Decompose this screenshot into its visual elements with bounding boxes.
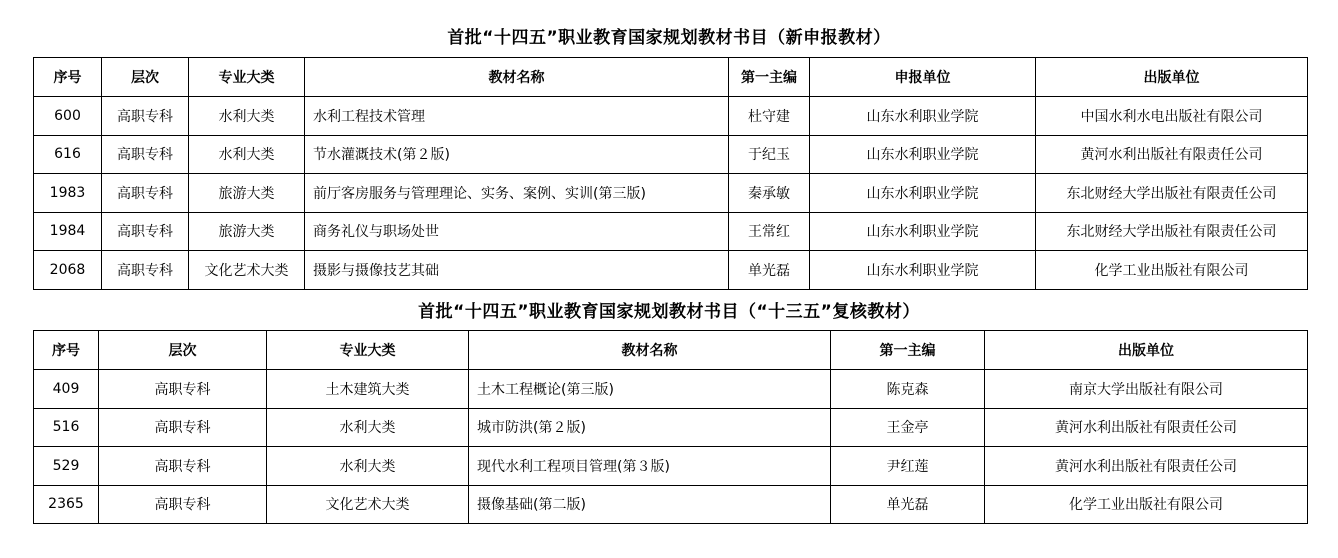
table-row	[34, 447, 1308, 486]
cell-publisher: 东北财经大学出版社有限责任公司	[1036, 212, 1308, 251]
column-header: 第一主编	[831, 331, 985, 370]
cell-textbook-name: 商务礼仪与职场处世	[305, 212, 729, 251]
cell-chief-editor: 单光磊	[831, 485, 985, 524]
cell-textbook-name: 摄影与摄像技艺其础	[305, 251, 729, 290]
column-header: 教材名称	[305, 58, 729, 97]
cell-textbook-name: 摄像基础(第二版)	[469, 485, 831, 524]
column-header: 第一主编	[729, 58, 810, 97]
cell-category: 水利大类	[189, 135, 305, 174]
cell-textbook-name: 城市防洪(第２版)	[469, 408, 831, 447]
cell-level: 高职专科	[102, 212, 189, 251]
cell-number: 529	[34, 447, 99, 486]
cell-chief-editor: 单光磊	[729, 251, 810, 290]
reviewed-textbooks-table	[33, 330, 1308, 524]
cell-category: 土木建筑大类	[267, 370, 469, 409]
cell-category: 水利大类	[267, 447, 469, 486]
cell-category: 旅游大类	[189, 174, 305, 213]
cell-applicant: 山东水利职业学院	[810, 135, 1036, 174]
cell-level: 高职专科	[102, 174, 189, 213]
column-header: 出版单位	[1036, 58, 1308, 97]
cell-number: 2365	[34, 485, 99, 524]
cell-chief-editor: 杜守建	[729, 97, 810, 136]
cell-level: 高职专科	[102, 97, 189, 136]
cell-number: 409	[34, 370, 99, 409]
cell-publisher: 南京大学出版社有限公司	[985, 370, 1308, 409]
table-header-row	[34, 331, 1308, 370]
cell-textbook-name: 水利工程技术管理	[305, 97, 729, 136]
cell-textbook-name: 前厅客房服务与管理理论、实务、案例、实训(第三版)	[305, 174, 729, 213]
column-header: 教材名称	[469, 331, 831, 370]
cell-category: 水利大类	[189, 97, 305, 136]
cell-level: 高职专科	[102, 135, 189, 174]
cell-level: 高职专科	[99, 485, 267, 524]
cell-number: 516	[34, 408, 99, 447]
cell-applicant: 山东水利职业学院	[810, 97, 1036, 136]
table-row	[34, 212, 1308, 251]
cell-level: 高职专科	[99, 370, 267, 409]
cell-number: 1984	[34, 212, 102, 251]
cell-category: 水利大类	[267, 408, 469, 447]
cell-publisher: 中国水利水电出版社有限公司	[1036, 97, 1308, 136]
new-textbooks-table	[33, 57, 1308, 290]
cell-chief-editor: 秦承敏	[729, 174, 810, 213]
cell-applicant: 山东水利职业学院	[810, 251, 1036, 290]
cell-publisher: 黄河水利出版社有限责任公司	[985, 408, 1308, 447]
cell-publisher: 化学工业出版社有限公司	[985, 485, 1308, 524]
table-row	[34, 408, 1308, 447]
cell-number: 616	[34, 135, 102, 174]
cell-chief-editor: 王常红	[729, 212, 810, 251]
column-header: 序号	[34, 58, 102, 97]
cell-textbook-name: 节水灌溉技术(第２版)	[305, 135, 729, 174]
cell-level: 高职专科	[99, 408, 267, 447]
table-row	[34, 485, 1308, 524]
cell-category: 文化艺术大类	[189, 251, 305, 290]
cell-chief-editor: 陈克森	[831, 370, 985, 409]
cell-textbook-name: 土木工程概论(第三版)	[469, 370, 831, 409]
cell-number: 600	[34, 97, 102, 136]
cell-level: 高职专科	[102, 251, 189, 290]
column-header: 序号	[34, 331, 99, 370]
table-row	[34, 174, 1308, 213]
table-row	[34, 251, 1308, 290]
cell-applicant: 山东水利职业学院	[810, 174, 1036, 213]
column-header: 出版单位	[985, 331, 1308, 370]
cell-chief-editor: 王金亭	[831, 408, 985, 447]
cell-number: 1983	[34, 174, 102, 213]
cell-publisher: 东北财经大学出版社有限责任公司	[1036, 174, 1308, 213]
cell-publisher: 化学工业出版社有限公司	[1036, 251, 1308, 290]
column-header: 层次	[102, 58, 189, 97]
cell-level: 高职专科	[99, 447, 267, 486]
cell-publisher: 黄河水利出版社有限责任公司	[1036, 135, 1308, 174]
cell-chief-editor: 于纪玉	[729, 135, 810, 174]
table2-title: 首批“十四五”职业教育国家规划教材书目（“十三五”复核教材）	[418, 302, 920, 322]
cell-number: 2068	[34, 251, 102, 290]
column-header: 专业大类	[267, 331, 469, 370]
cell-textbook-name: 现代水利工程项目管理(第３版)	[469, 447, 831, 486]
column-header: 专业大类	[189, 58, 305, 97]
table-row	[34, 97, 1308, 136]
cell-publisher: 黄河水利出版社有限责任公司	[985, 447, 1308, 486]
table-row	[34, 135, 1308, 174]
table-header-row	[34, 58, 1308, 97]
cell-category: 旅游大类	[189, 212, 305, 251]
column-header: 申报单位	[810, 58, 1036, 97]
cell-category: 文化艺术大类	[267, 485, 469, 524]
table-row	[34, 370, 1308, 409]
cell-chief-editor: 尹红莲	[831, 447, 985, 486]
cell-applicant: 山东水利职业学院	[810, 212, 1036, 251]
column-header: 层次	[99, 331, 267, 370]
table1-title: 首批“十四五”职业教育国家规划教材书目（新申报教材）	[447, 28, 891, 48]
